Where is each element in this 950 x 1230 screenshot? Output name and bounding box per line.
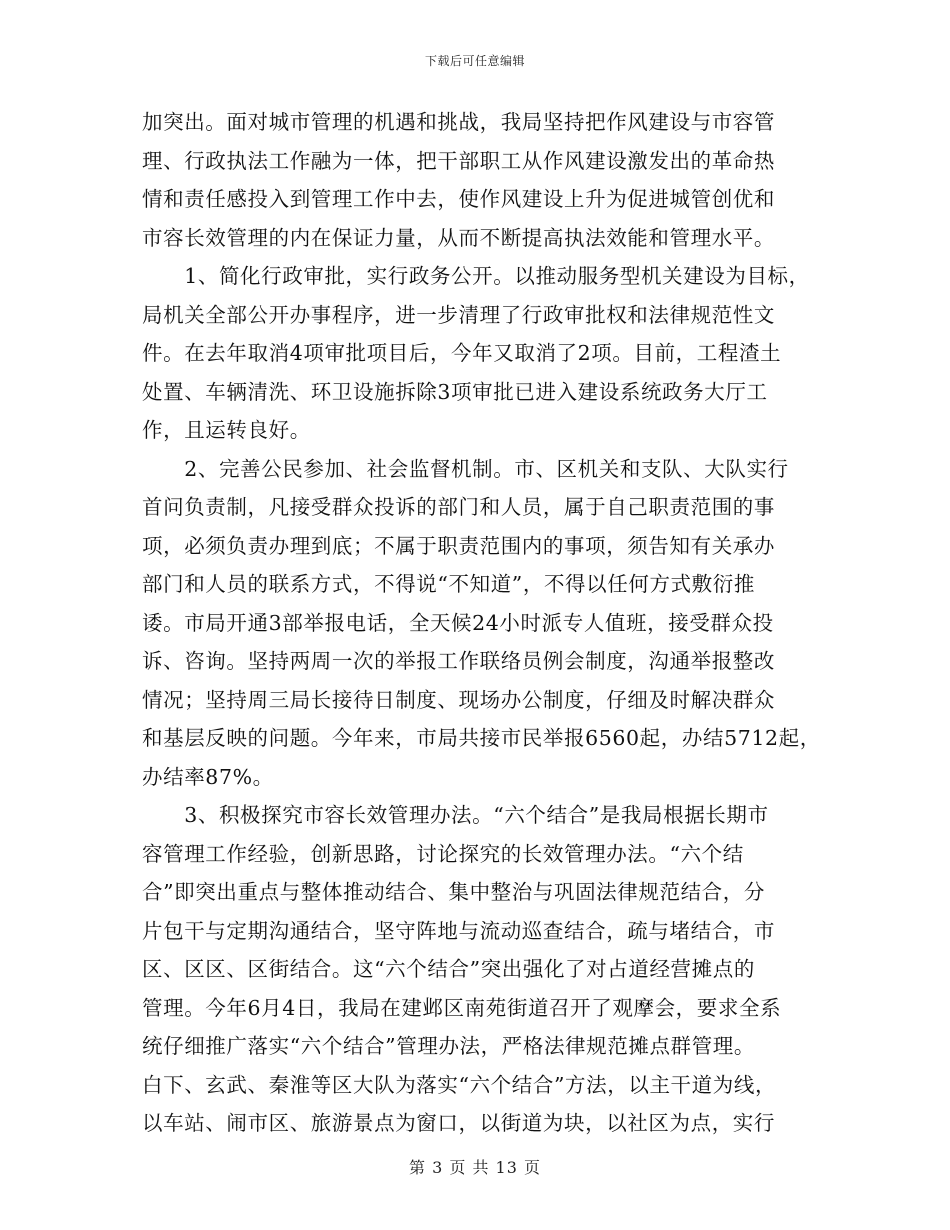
document-body [142, 103, 821, 1143]
text-line: 办结率87%。 [142, 764, 274, 789]
text-line: 和基层反映的问题。今年来，市局共接市民举报6560起，办结5712起， [142, 726, 821, 750]
text-line: 部门和人员的联系方式，不得说“不知道”，不得以任何方式敷衍推 [142, 572, 755, 596]
text-line: 市容长效管理的内在保证力量，从而不断提高执法效能和管理水平。 [142, 225, 775, 250]
text-line: 件。在去年取消4项审批项目后，今年又取消了2项。目前，工程渣土 [142, 341, 782, 365]
text-line: 局机关全部公开办事程序，进一步清理了行政审批权和法律规范性文 [142, 302, 775, 327]
text-line: 2、完善公民参加、社会监督机制。市、区机关和支队、大队实行 [142, 456, 789, 481]
text-line: 处置、车辆清洗、环卫设施拆除3项审批已进入建设系统政务大厅工 [142, 379, 768, 404]
text-line: 区、区区、区街结合。这“六个结合”突出强化了对占道经营摊点的 [142, 957, 755, 981]
text-line: 情况；坚持周三局长接待日制度、现场办公制度，仔细及时解决群众 [142, 687, 775, 712]
text-line: 作，且运转良好。 [142, 418, 311, 442]
text-line: 加突出。面对城市管理的机遇和挑战，我局坚持把作风建设与市容管 [142, 110, 775, 134]
text-line: 情和责任感投入到管理工作中去，使作风建设上升为促进城管创优和 [142, 187, 775, 211]
page-header: 下载后可任意编辑 [424, 54, 525, 68]
text-line: 统仔细推广落实“六个结合”管理办法，严格法律规范摊点群管理。 [142, 1034, 755, 1058]
text-line: 首问负责制，凡接受群众投诉的部门和人员，属于自己职责范围的事 [142, 495, 775, 519]
text-line: 诿。市局开通3部举报电话，全天候24小时派专人值班，接受群众投 [142, 610, 774, 635]
text-line: 合”即突出重点与整体推动结合、集中整治与巩固法律规范结合，分 [142, 880, 765, 904]
text-line: 管理。今年6月4日，我局在建邺区南苑街道召开了观摩会，要求全系 [142, 995, 782, 1020]
text-line: 诉、咨询。坚持两周一次的举报工作联络员例会制度，沟通举报整改 [142, 649, 775, 673]
text-line: 项，必须负责办理到底；不属于职责范围内的事项，须告知有关承办 [142, 533, 775, 558]
text-line: 片包干与定期沟通结合，坚守阵地与流动巡查结合，疏与堵结合，市 [142, 918, 775, 943]
page-footer: 第 3 页 共 13 页 [409, 1158, 541, 1177]
text-line: 白下、玄武、秦淮等区大队为落实“六个结合”方法，以主干道为线， [142, 1072, 777, 1097]
text-line: 容管理工作经验，创新思路，讨论探究的长效管理办法。“六个结 [142, 841, 744, 866]
text-line: 1、简化行政审批，实行政务公开。以推动服务型机关建设为目标， [142, 264, 810, 288]
text-line: 3、积极探究市容长效管理办法。“六个结合”是我局根据长期市 [142, 803, 769, 827]
text-line: 以车站、闹市区、旅游景点为窗口，以街道为块，以社区为点，实行 [142, 1111, 775, 1135]
text-line: 理、行政执法工作融为一体，把干部职工从作风建设激发出的革命热 [142, 148, 775, 173]
